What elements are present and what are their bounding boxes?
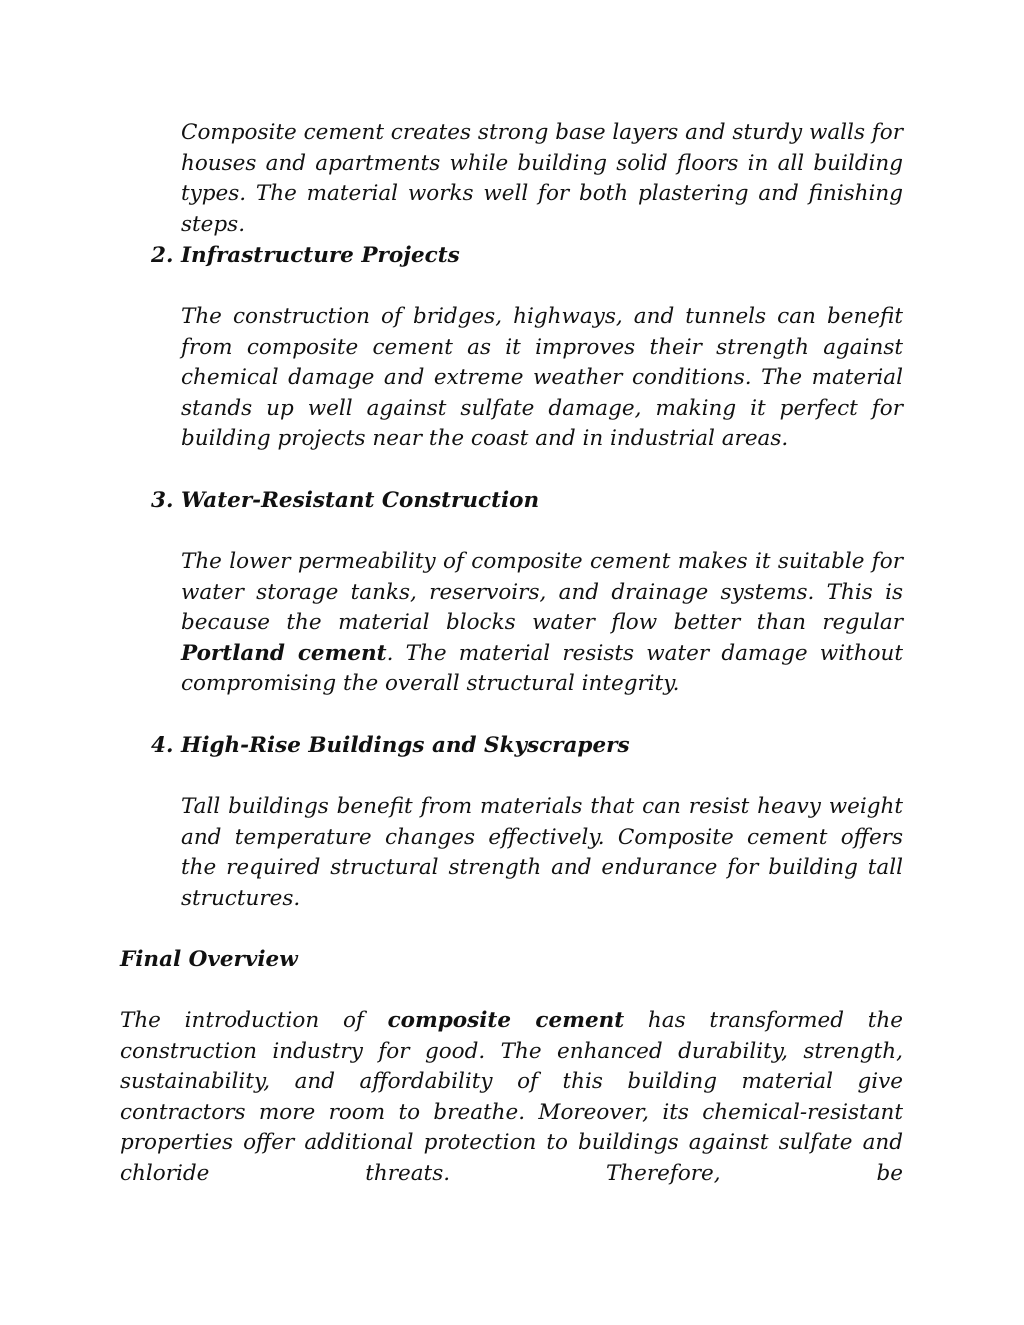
paragraph-text: The lower permeability of composite cement makes it suitable for water storage tanks, reservoirs, and drainage systems. This is because the material blocks water flow better than regular <box>181 549 903 636</box>
intro-paragraph: Composite cement creates strong base layers and sturdy walls for houses and apartments while building solid floors in all building types. The material works well for both plastering and finishing steps. <box>181 120 903 237</box>
final-overview-paragraph <box>120 1006 903 1190</box>
bold-term-portland-cement: Portland cement <box>181 640 387 666</box>
bold-term-composite-cement: composite cement <box>387 1008 625 1033</box>
heading-text: Water-Resistant Construction <box>181 488 540 513</box>
paragraph-text: has transformed the construction industry for good. The enhanced durability, strength, sustainability, and affordability of this building material give contractors more room to breathe. Moreover, its chemical-resistant properties offer additional protection to buildings against sulfate and chloride threats. Therefore, be <box>120 1008 903 1186</box>
high-rise-paragraph: Tall buildings benefit from materials that can resist heavy weight and temperature changes effectively. Composite cement offers the required structural strength and endurance for building tall structures. <box>181 794 903 911</box>
infrastructure-paragraph: The construction of bridges, highways, and tunnels can benefit from composite cement as it improves their strength against chemical damage and extreme weather conditions. The material stands up well against sulfate damage, making it perfect for building projects near the coast and in industrial areas. <box>181 304 903 452</box>
section-heading-high-rise <box>151 731 903 762</box>
section-heading-infrastructure <box>151 241 903 272</box>
list-number: 2. <box>151 243 174 268</box>
heading-text: High-Rise Buildings and Skyscrapers <box>181 733 630 758</box>
list-number: 4. <box>151 733 174 758</box>
list-number: 3. <box>151 488 174 513</box>
heading-text: Infrastructure Projects <box>181 243 460 268</box>
paragraph-text: The introduction of <box>120 1008 388 1033</box>
final-overview-heading: Final Overview <box>120 947 298 972</box>
paragraph-text: . The material resists water damage without compromising the overall structural integrity. <box>181 640 904 697</box>
section-heading-water-resistant <box>151 486 903 517</box>
water-resistant-paragraph <box>181 547 903 700</box>
